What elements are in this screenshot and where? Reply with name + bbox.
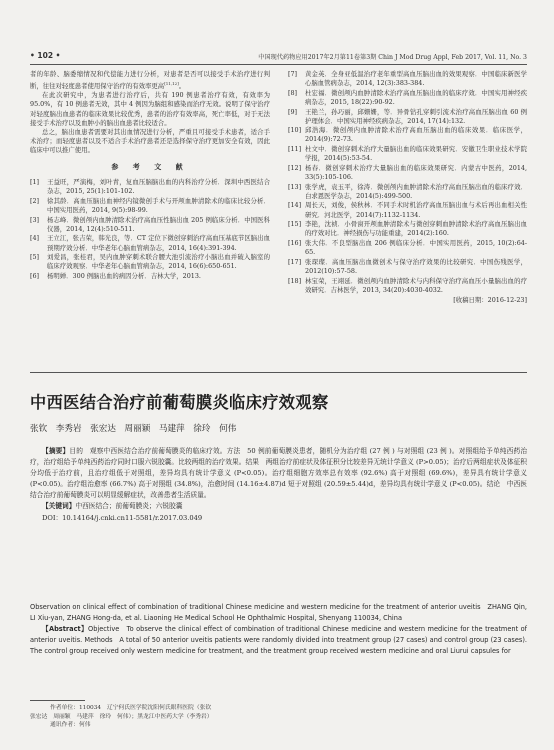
references-heading: 参 考 文 献 (111, 162, 189, 171)
reference-item (288, 145, 527, 163)
reference-text: 邱浩海．微创颅内血肿清除术治疗高血压脑出血的临床效果．临床医学，2014(9):72-73. (305, 126, 527, 144)
reference-text: 周长天，刘俊，侯秋林．不同手术时机治疗高血压脑出血与术后再出血相关性研究．河北医学，2014(7):1132-1134. (305, 201, 527, 219)
reference-number: [14] (288, 201, 302, 210)
corresponding-author: 通讯作者：何伟 (50, 722, 91, 729)
abstract-text: 目的 观察中西医结合治疗前葡萄膜炎的临床疗效。方法 50 例前葡萄膜炎患者，随机分为治疗组 (27 例 ) 与对照组 (23 例 )。对照组给予单纯西药治疗，治疗组给予单纯西药治疗同时口服六锐胶囊。比较两组的治疗效果。结果 两组治疗前症状及体征积分比较差异无统计学意义 (P>0.05)；治疗后两组症状及体征积分均低于治疗前，且治疗组低于对照组，差异均具有统计学意义 (P<0.05)。治疗组细胞方效率总有效率 (92.6%) 高于对照组 (69.6%)，差异具有统计学意义 (P<0.05)。治疗组治愈率 (66.7%) 高于对照组 (34.8%)，治愈时间 (14.16±4.87)d 短于对照组 (20.59±5.44)d，差异均具有统计学意义 (P<0.05)。结论 中西医结合治疗前葡萄膜炎可以明显缓解症状，改善患者生活质量。 (30, 447, 528, 500)
english-title: Observation on clinical effect of combination of traditional Chinese medicine and western medicine for the treatment of anterior uveitis ZHANG Qin, LI Xiu-yan, ZHANG Hong-da, et al. Liaoning He Medical School He Ophthalmic Hospital, Shenyang 110034, China (30, 603, 527, 623)
reference-text: 刘爱昌，张桂君，吴内血肿穿刺术联合腰大池引流治疗小脑出血并破入脑室的临床疗效观察．中华老年心脑血管病杂志，2014, 16(6):650-651. (47, 253, 270, 271)
reference-number: [16] (288, 239, 302, 248)
reference-number: [4] (30, 234, 40, 243)
reference-number: [13] (288, 182, 302, 191)
doi: DOI：10.14164/j.cnki.cn11-5581/r.2017.03.049 (42, 513, 203, 522)
running-header (30, 52, 527, 62)
reference-text: 黄金英．全身亚低温治疗老年重型高血压脑出血的效果观察．中国临床新医学心脑血管病杂志，2014, 12(3):383-384. (305, 70, 527, 88)
body-paragraph: 在此次研究中，为患者进行治疗后，共有 190 例患者治疗有效，有效率为 95.0%，有 10 例患者无效，其中 4 例因为脑组和感染而治疗无效。说明了保守治疗对轻度脑出血患者的临床效果比较优秀，患者的治疗有效率高，死亡率低，对于无法接受手术治疗以及血肿小的脑出血患者比较适合。 (30, 91, 270, 127)
reference-item (288, 239, 527, 257)
body-paragraph: 者的年龄、脑委缩情况和代偿能力进行分析，对患者是否可以接受手术治疗进行判断，往往对轻度患者使用保守治疗的有效率更高[11,12]。 (30, 70, 270, 91)
reference-number: [11] (288, 145, 302, 154)
right-column (288, 70, 527, 305)
reference-number: [17] (288, 257, 302, 266)
reference-text: 杜宏福．微创颅内血肿清除术治疗高血压脑出血的临床疗效．中国实用神经疾病杂志，2015, 18(22):90-92. (305, 88, 527, 106)
reference-text: 张大伟．不良型脑出血 206 例临床分析．中国实用医药，2015, 10(2):64-65. (305, 239, 527, 257)
reference-list (288, 70, 527, 295)
left-column (30, 70, 270, 282)
reference-item (30, 197, 270, 215)
reference-number: [1] (30, 178, 40, 187)
footnote (30, 704, 290, 730)
reference-item (30, 178, 270, 196)
reference-number: [12] (288, 163, 302, 172)
reference-text: 张琛璨．高血压脑出血微创术与保守治疗效果的比较研究．中国伤残医学，2012(10):57-58. (305, 257, 527, 275)
reference-number: [10] (288, 126, 302, 135)
reference-item (288, 89, 527, 107)
reference-text: 张学虎，袁玉平，徐涛．微创颅内血肿清除术治疗高血压脑出血的临床疗效．白求恩医学杂志，2014(5):499-500. (305, 182, 527, 200)
reference-item (288, 277, 527, 295)
header-rule (30, 64, 527, 65)
reference-text: 杨明婵．300 例脑出血的病因分析．吉林大学，2013. (47, 271, 201, 280)
reference-number: [6] (30, 271, 40, 280)
keywords-label: 【关键词】 (42, 502, 76, 511)
english-abstract-label: 【Abstract】 (42, 625, 89, 634)
reference-number: [2] (30, 196, 40, 205)
reference-text: 王艳兰，孙巧丽，邱姗姗，等．异骨钻孔穿刺引流术治疗高血压脑出血 60 例护理体会．中国实用神经疾病杂志，2014, 17(14):132. (305, 107, 527, 125)
english-abstract (30, 602, 527, 657)
reference-item (288, 164, 527, 182)
journal-citation: 中国现代药物应用2017年2月第11卷第3期 Chin J Mod Drug Appl, Feb 2017, Vol. 11, No. 3 (258, 54, 527, 61)
reference-text: 杨志峰．微创颅内血肿清除术治疗高血压性脑出血 205 例临床分析．中国医科仪器，2014, 12(4):510-511. (47, 215, 270, 233)
received-date: [收稿日期：2016-12-23] (453, 295, 527, 304)
body-paragraph: 总之，脑出血患者需要对其出血情况进行分析，严重且可接受手术患者，适合手术治疗；而轻度患者以及不适合手术治疗患者还是选择保守治疗更加安全有效，因此临床中可以推广使用。 (30, 127, 270, 154)
article-title: 中西医结合治疗前葡萄膜炎临床疗效观察 (30, 393, 329, 412)
chinese-abstract (30, 446, 527, 524)
english-abstract-text: Objective To observe the clinical effect of combination of traditional Chinese medicine and western medicine for the treatment of anterior uveitis. Methods A total of 50 anterior uveitis patients were randomly divided into treatment group (27 cases) and control group (23 cases). The control group received only western medicine for treatment, and the treatment group received western medicine and oral Liurui capsules for (30, 625, 527, 656)
citation-mark: [11,12] (164, 81, 179, 87)
reference-text: 林宝荣，王翊延．微创颅内血肿清除术与内科保守治疗高血压小量脑出血的疗效研究．吉林医学，2013, 34(20):4030-4032. (305, 276, 527, 294)
reference-number: [8] (288, 88, 298, 97)
reference-number: [18] (288, 276, 302, 285)
page-number: • 102 • (30, 51, 61, 60)
reference-number: [15] (288, 220, 302, 229)
reference-item (288, 108, 527, 126)
section-rule (30, 372, 527, 373)
reference-item (288, 126, 527, 144)
affiliation-line: 作者单位：110034 辽宁何氏医学院沈阳何氏眼科医院（张钦 (50, 705, 212, 711)
reference-item (288, 258, 527, 276)
reference-number: [5] (30, 253, 40, 262)
reference-item (30, 272, 270, 281)
abstract-label: 【摘要】 (42, 447, 70, 455)
reference-text: 杨春．微创穿刺术治疗大量脑出血的临床效果研究．内蒙古中医药，2014, 33(5):105-106. (305, 163, 527, 181)
reference-item (30, 253, 270, 271)
reference-text: 杜文中．微创穿刺术治疗大量脑出血的临床效果研究．安徽卫生职业技术学院学报，2014(5):53-54. (305, 145, 527, 163)
reference-item (288, 220, 527, 238)
keywords: 中西医结合；前葡萄膜炎；六锐胶囊 (75, 502, 183, 511)
reference-number: [9] (288, 107, 298, 116)
reference-text: 徐其龄．高血压脑出血神经内镜微创手术与开颅血肿清除术的临床比较分析．中国实用医药，2014, 9(5):98-99. (47, 196, 270, 214)
article-authors: 张钦 李秀岩 张宏达 周丽颖 马建萍 徐玲 何伟 (30, 424, 237, 434)
reference-item (288, 183, 527, 201)
footnote-rule (30, 700, 85, 701)
reference-item (288, 201, 527, 219)
reference-number: [7] (288, 70, 298, 78)
affiliation-line: 张宏达 周丽颖 马建萍 徐玲 何伟）；黑龙江中医药大学（李秀岩） (30, 713, 213, 720)
reference-text: 王立江，张吉荣，韩光良，等．CT 定位下微创穿刺治疗高血压基底节区脑出血预期疗效分析．中华老年心脑血管病杂志，2014, 16(4):391-394. (47, 234, 270, 252)
reference-list (30, 178, 270, 281)
reference-text: 王益旺，严演梅，刘叶青，复血压脑脑出血的内科治疗分析．深圳中西医结合杂志，2015, 25(1):101-102. (47, 178, 270, 196)
reference-number: [3] (30, 215, 40, 224)
reference-item (30, 216, 270, 234)
reference-text: 李艳，沈祯．小骨窗开颅血肿清除术与微创穿刺血肿清除术治疗高血压脑出血的疗效对比．神经损伤与功能重建，2014(2):160. (305, 220, 527, 238)
reference-item (288, 70, 527, 88)
reference-item (30, 234, 270, 252)
